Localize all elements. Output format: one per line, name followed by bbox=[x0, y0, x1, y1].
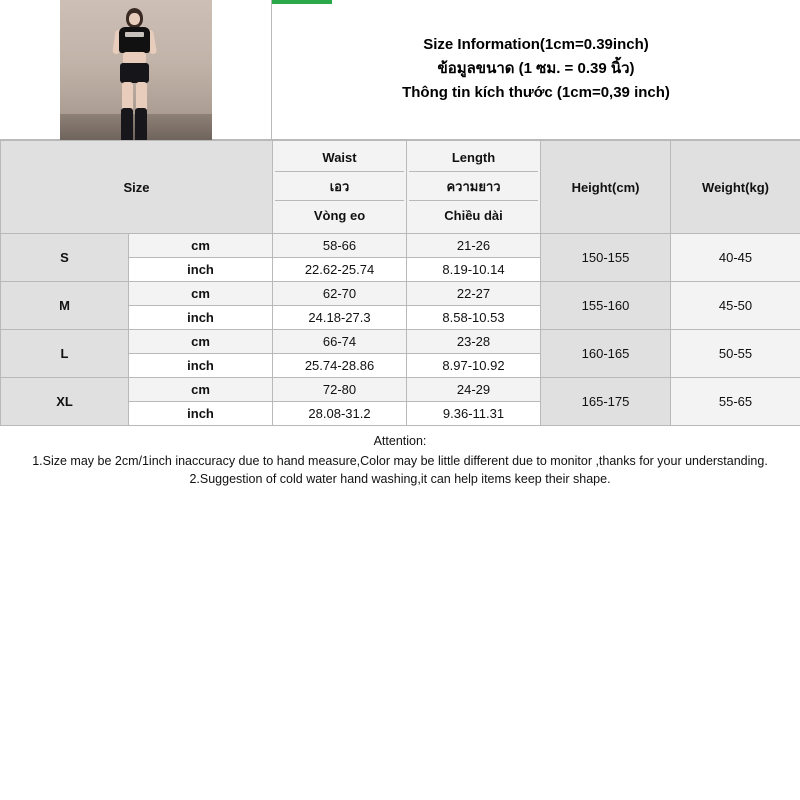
header-length bbox=[407, 141, 541, 234]
cell-height: 165-175 bbox=[541, 378, 671, 426]
cell-length-inch: 9.36-11.31 bbox=[407, 402, 541, 426]
row-size-m: M bbox=[1, 282, 129, 330]
model-crop-top bbox=[119, 27, 150, 53]
model-boot-left bbox=[121, 108, 133, 140]
header-waist bbox=[273, 141, 407, 234]
note-1: 1.Size may be 2cm/1inch inaccuracy due to hand measure,Color may be little different due to monitor ,thanks for your understanding. bbox=[32, 453, 768, 468]
cell-waist-cm: 72-80 bbox=[273, 378, 407, 402]
header-size: Size bbox=[1, 141, 273, 234]
cell-waist-inch: 22.62-25.74 bbox=[273, 258, 407, 282]
row-size-xl: XL bbox=[1, 378, 129, 426]
cell-waist-inch: 24.18-27.3 bbox=[273, 306, 407, 330]
row-unit-inch: inch bbox=[129, 402, 273, 426]
cell-weight: 50-55 bbox=[671, 330, 800, 378]
header-weight: Weight(kg) bbox=[671, 141, 800, 234]
green-accent-bar bbox=[272, 0, 332, 4]
header-length-vi: Chiều dài bbox=[444, 208, 503, 224]
row-unit-cm: cm bbox=[129, 330, 273, 354]
table-row bbox=[1, 378, 800, 402]
cell-length-cm: 24-29 bbox=[407, 378, 541, 402]
row-size-l: L bbox=[1, 330, 129, 378]
header-length-th: ความยาว bbox=[409, 174, 538, 201]
row-unit-inch: inch bbox=[129, 354, 273, 378]
table-row bbox=[1, 282, 800, 306]
row-size-s: S bbox=[1, 234, 129, 282]
header-waist-th: เอว bbox=[275, 174, 404, 201]
cell-weight: 45-50 bbox=[671, 282, 800, 330]
cell-length-inch: 8.97-10.92 bbox=[407, 354, 541, 378]
row-unit-inch: inch bbox=[129, 306, 273, 330]
header-length-en: Length bbox=[409, 145, 538, 172]
cell-height: 155-160 bbox=[541, 282, 671, 330]
cell-length-cm: 23-28 bbox=[407, 330, 541, 354]
table-row bbox=[1, 234, 800, 258]
cell-waist-cm: 66-74 bbox=[273, 330, 407, 354]
size-table bbox=[0, 140, 800, 426]
title-line-vi: Thông tin kích thước (1cm=0,39 inch) bbox=[402, 83, 670, 101]
model-shorts bbox=[120, 63, 149, 83]
footer-notes bbox=[0, 426, 800, 487]
cell-waist-inch: 25.74-28.86 bbox=[273, 354, 407, 378]
header bbox=[0, 0, 800, 140]
cell-height: 150-155 bbox=[541, 234, 671, 282]
header-waist-en: Waist bbox=[275, 145, 404, 172]
cell-weight: 55-65 bbox=[671, 378, 800, 426]
cell-length-cm: 22-27 bbox=[407, 282, 541, 306]
product-photo-frame bbox=[60, 0, 212, 140]
table-row bbox=[1, 330, 800, 354]
title-line-en: Size Information(1cm=0.39inch) bbox=[423, 36, 649, 54]
header-height: Height(cm) bbox=[541, 141, 671, 234]
cell-waist-cm: 62-70 bbox=[273, 282, 407, 306]
cell-height: 160-165 bbox=[541, 330, 671, 378]
cell-length-inch: 8.58-10.53 bbox=[407, 306, 541, 330]
cell-waist-inch: 28.08-31.2 bbox=[273, 402, 407, 426]
note-2: 2.Suggestion of cold water hand washing,it can help items keep their shape. bbox=[189, 471, 611, 486]
title-line-th: ข้อมูลขนาด (1 ซม. = 0.39 นิ้ว) bbox=[437, 60, 635, 78]
row-unit-cm: cm bbox=[129, 234, 273, 258]
table-header-row bbox=[1, 141, 800, 234]
model-boot-right bbox=[135, 108, 147, 140]
row-unit-cm: cm bbox=[129, 282, 273, 306]
cell-waist-cm: 58-66 bbox=[273, 234, 407, 258]
product-photo bbox=[0, 0, 272, 139]
model-face bbox=[129, 13, 140, 25]
model-figure bbox=[112, 8, 156, 140]
attention-label: Attention: bbox=[373, 434, 427, 449]
cell-weight: 40-45 bbox=[671, 234, 800, 282]
cell-length-cm: 21-26 bbox=[407, 234, 541, 258]
header-waist-vi: Vòng eo bbox=[313, 208, 366, 224]
row-unit-inch: inch bbox=[129, 258, 273, 282]
title-block bbox=[272, 0, 800, 139]
cell-length-inch: 8.19-10.14 bbox=[407, 258, 541, 282]
row-unit-cm: cm bbox=[129, 378, 273, 402]
